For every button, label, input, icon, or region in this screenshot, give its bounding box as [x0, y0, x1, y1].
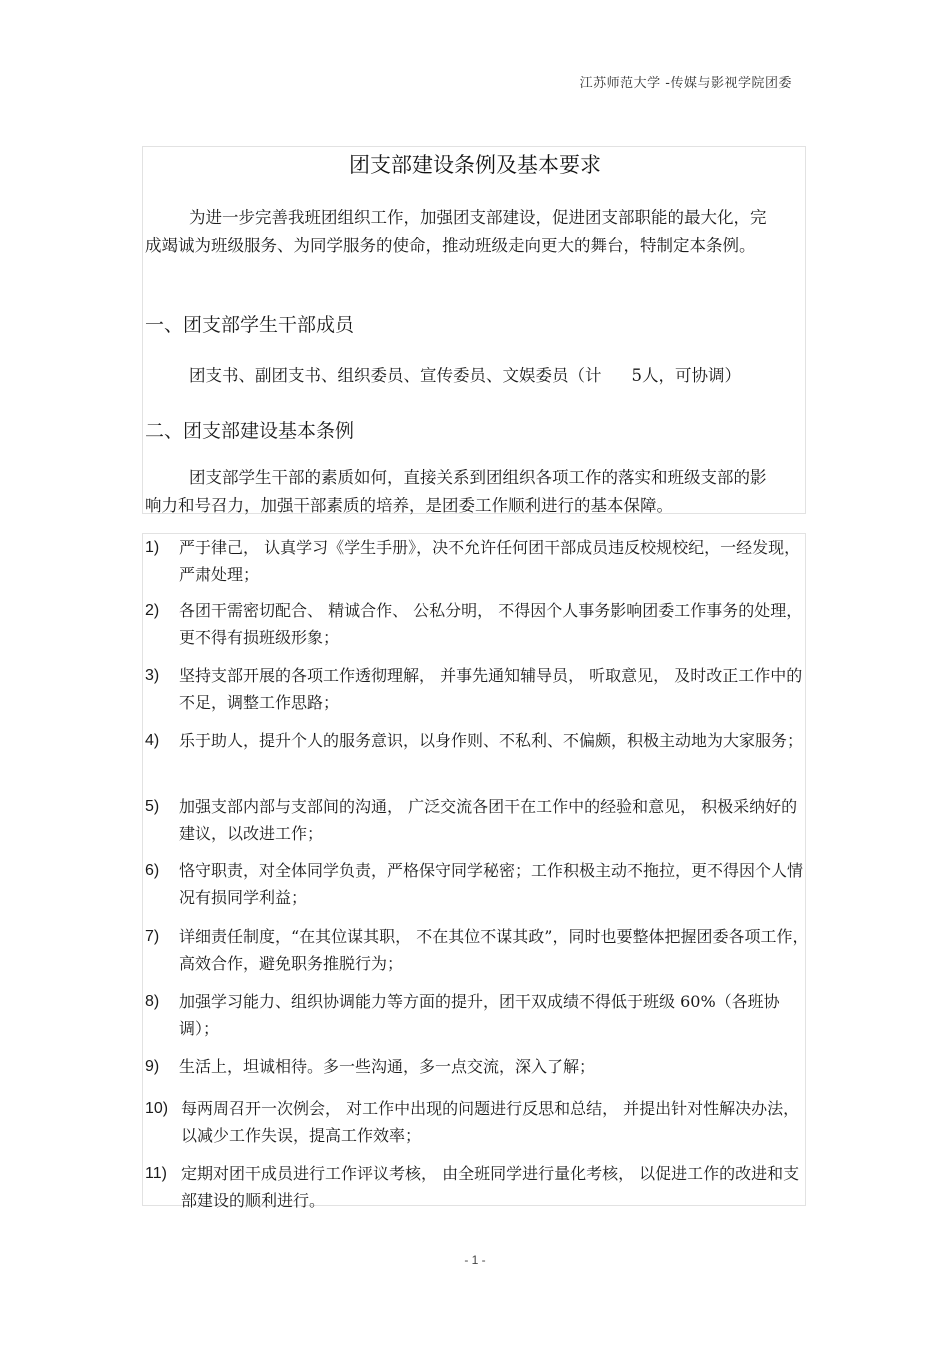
item-text: 严于律己， 认真学习《学生手册》，决不允许任何团干部成员违反校规校纪，一经发现，严肃处理； — [179, 538, 801, 584]
intro-paragraph — [145, 204, 775, 260]
item-text: 加强学习能力、组织协调能力等方面的提升，团干双成绩不得低于班级 60%（各班协调）； — [179, 992, 780, 1038]
members-line — [189, 362, 741, 386]
members-count: 5人，可协调） — [631, 366, 741, 385]
page-number: - 1 - — [464, 1253, 486, 1267]
document-title: 团支部建设条例及基本要求 — [349, 153, 601, 177]
section1-heading: 一、团支部学生干部成员 — [145, 314, 355, 336]
item-text: 每两周召开一次例会， 对工作中出现的问题进行反思和总结， 并提出针对性解决办法，以减少工作失误，提高工作效率； — [181, 1099, 800, 1145]
item-number: 2) — [145, 602, 160, 619]
item-number: 6) — [145, 862, 160, 879]
item-text: 定期对团干成员进行工作评议考核， 由全班同学进行量化考核， 以促进工作的改进和支部建设的顺利进行。 — [181, 1164, 800, 1210]
item-text: 生活上，坦诚相待。多一些沟通，多一点交流，深入了解； — [179, 1057, 596, 1076]
members-list: 团支书、副团支书、组织委员、宣传委员、文娱委员（计 — [189, 366, 602, 385]
item-text: 乐于助人，提升个人的服务意识，以身作则、不私利、不偏颇，积极主动地为大家服务； — [179, 731, 804, 750]
item-text: 恪守职责，对全体同学负责，严格保守同学秘密；工作积极主动不拖拉，更不得因个人情况有损同学利益； — [179, 861, 804, 907]
item-number: 5) — [145, 798, 160, 815]
item-number: 10) — [145, 1100, 169, 1117]
item-text: 各团干需密切配合、 精诚合作、 公私分明， 不得因个人事务影响团委工作事务的处理，更不得有损班级形象； — [179, 601, 803, 647]
item-number: 3) — [145, 667, 160, 684]
item-number: 4) — [145, 732, 160, 749]
intro-text: 为进一步完善我班团组织工作，加强团支部建设，促进团支部职能的最大化，完成竭诚为班级服务、为同学服务的使命，推动班级走向更大的舞台，特制定本条例。 — [145, 208, 767, 255]
section2-intro-text: 团支部学生干部的素质如何，直接关系到团组织各项工作的落实和班级支部的影响力和号召力，加强干部素质的培养，是团委工作顺利进行的基本保障。 — [145, 468, 767, 515]
section2-heading: 二、团支部建设基本条例 — [145, 420, 355, 442]
section2-intro-paragraph — [145, 464, 775, 520]
item-number: 1) — [145, 539, 160, 556]
item-text: 坚持支部开展的各项工作透彻理解， 并事先通知辅导员， 听取意见， 及时改正工作中的不足，调整工作思路； — [179, 666, 803, 712]
item-number: 9) — [145, 1058, 160, 1075]
item-text: 加强支部内部与支部间的沟通， 广泛交流各团干在工作中的经验和意见， 积极采纳好的建议，以改进工作； — [179, 797, 798, 843]
item-number: 8) — [145, 993, 160, 1010]
page-header: 江苏师范大学 -传媒与影视学院团委 — [579, 76, 792, 91]
item-number: 7) — [145, 928, 160, 945]
item-text: 详细责任制度，“在其位谋其职， 不在其位不谋其政”，同时也要整体把握团委各项工作，高效合作，避免职务推脱行为； — [179, 927, 809, 973]
item-number: 11) — [145, 1165, 167, 1182]
